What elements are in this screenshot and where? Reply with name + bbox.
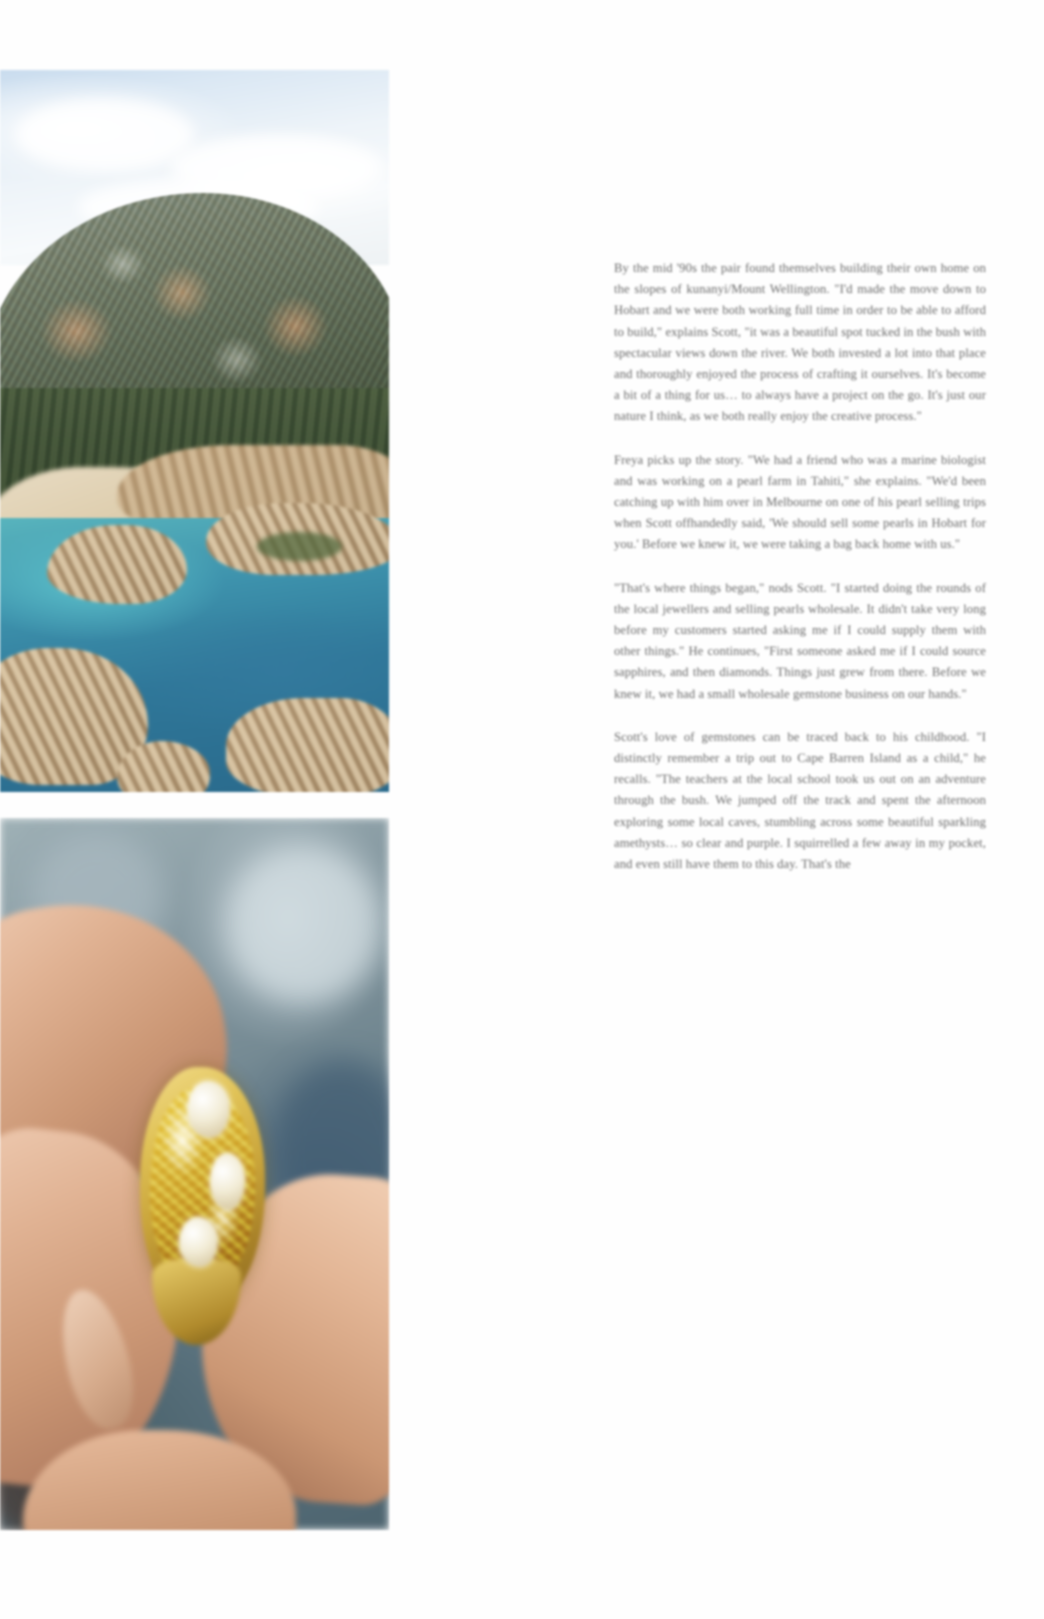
- body-paragraph: By the mid '90s the pair found themselves building their own home on the slopes of kunanyi/Mount Wellington. "I'd made the move down to Hobart and we were both working full time in order to be able to afford to build," explains Scott, "it was a beautiful spot tucked in the bush with spectacular views down the river. We both invested a lot into that place and thoroughly enjoyed the process of crafting it ourselves. It's become a bit of a thing for us… to always have a project on the go. It's just our nature I think, as we both really enjoy the creative process.": [614, 261, 986, 424]
- gemstone: [187, 1081, 230, 1138]
- article-text-column: [614, 258, 986, 875]
- granite-boulder: [226, 698, 389, 792]
- body-paragraph: "That's where things began," nods Scott. "I started doing the rounds of the local jewellers and selling pearls wholesale. It didn't take very long before my customers started asking me if I could supply them with other things." He continues, "First someone asked me if I could source sapphires, and then diamonds. Things just grew from there. Before we knew it, we had a small wholesale gemstone business on our hands.": [614, 580, 986, 701]
- cloud-shape: [16, 99, 195, 171]
- image-column: [0, 0, 389, 1619]
- coastal-granite-landscape-photo: [0, 70, 389, 792]
- background-highlight: [226, 846, 382, 1003]
- vegetation-patch: [257, 532, 343, 561]
- gemstone: [210, 1153, 245, 1210]
- gold-gemstone-ring-in-hand-photo: [0, 818, 389, 1530]
- body-paragraph: Scott's love of gemstones can be traced back to his childhood. "I distinctly remember a trip out to Cape Barren Island as a child," he recalls. "The teachers at the local school took us out on an adventure through the bush. We jumped off the track and spent the afternoon exploring some local caves, stumbling across some beautiful sparkling amethysts… so clear and purple. I squirrelled a few away in my pocket, and even still have them to this day. That's the: [614, 729, 986, 872]
- body-paragraph: Freya picks up the story. "We had a friend who was a marine biologist and was working on a pearl farm in Tahiti," she explains. "We'd been catching up with him over in Melbourne on one of his pearl selling trips when Scott offhandedly said, 'We should sell some pearls in Hobart for you.' Before we knew it, we were taking a bag back home with us.": [614, 452, 986, 552]
- gemstone: [179, 1217, 218, 1267]
